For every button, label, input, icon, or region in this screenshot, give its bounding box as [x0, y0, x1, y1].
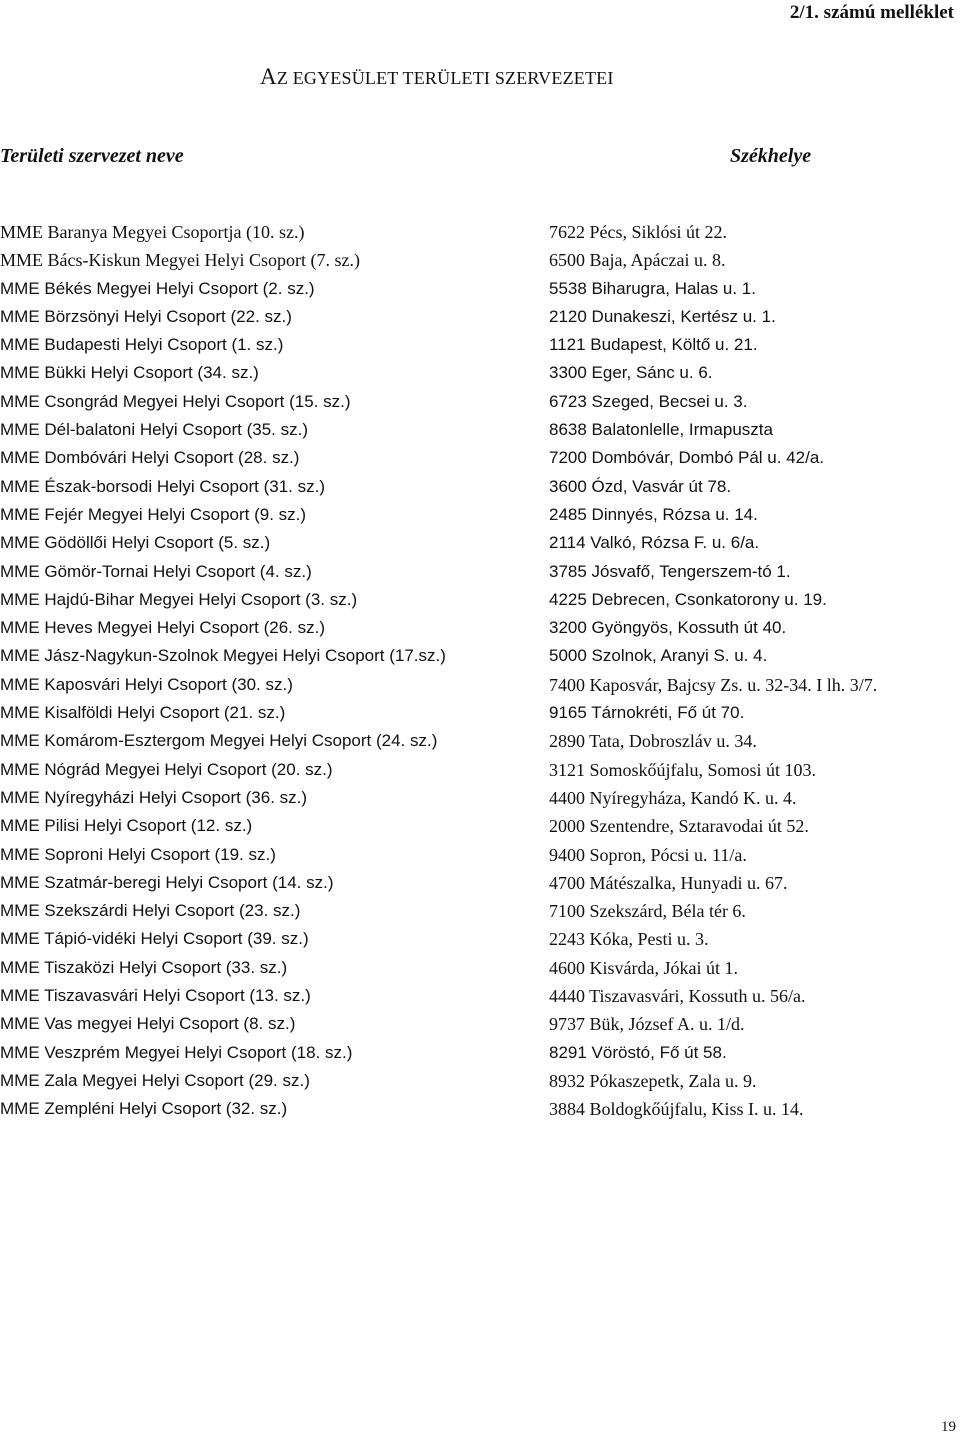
organization-name: MME Gödöllői Helyi Csoport (5. sz.)	[0, 533, 271, 553]
list-item	[0, 699, 960, 727]
list-item	[0, 501, 960, 529]
organization-name: MME Tiszaközi Helyi Csoport (33. sz.)	[0, 957, 288, 977]
organization-list	[0, 218, 960, 1124]
organization-name: MME Budapesti Helyi Csoport (1. sz.)	[0, 335, 284, 355]
list-item	[0, 614, 960, 642]
title-rest: Z EGYESÜLET TERÜLETI SZERVEZETEI	[276, 68, 614, 88]
organization-name: MME Heves Megyei Helyi Csoport (26. sz.)	[0, 618, 325, 638]
list-item	[0, 1067, 960, 1095]
organization-address: 5000 Szolnok, Aranyi S. u. 4.	[549, 646, 768, 666]
organization-address: 1121 Budapest, Költő u. 21.	[549, 335, 758, 355]
list-item	[0, 558, 960, 586]
list-item	[0, 1010, 960, 1038]
organization-address: 8932 Pókaszepetk, Zala u. 9.	[549, 1070, 757, 1091]
organization-address: 3884 Boldogkőújfalu, Kiss I. u. 14.	[549, 1099, 804, 1120]
organization-name: MME Szatmár-beregi Helyi Csoport (14. sz.)	[0, 872, 334, 892]
organization-address: 3200 Gyöngyös, Kossuth út 40.	[549, 618, 787, 638]
organization-address: 3300 Eger, Sánc u. 6.	[549, 363, 713, 383]
organization-name: MME Baranya Megyei Csoportja (10. sz.)	[0, 222, 305, 242]
list-item	[0, 529, 960, 557]
list-item	[0, 586, 960, 614]
list-item	[0, 246, 960, 274]
organization-name: MME Dombóvári Helyi Csoport (28. sz.)	[0, 448, 300, 468]
organization-address: 8638 Balatonlelle, Irmapuszta	[549, 420, 773, 440]
list-item	[0, 642, 960, 670]
organization-name: MME Nógrád Megyei Helyi Csoport (20. sz.)	[0, 759, 333, 779]
list-item	[0, 388, 960, 416]
organization-address: 2485 Dinnyés, Rózsa u. 14.	[549, 504, 758, 524]
organization-address: 4600 Kisvárda, Jókai út 1.	[549, 957, 738, 978]
annex-label: 2/1. számú melléklet	[789, 2, 954, 23]
organization-address: 3785 Jósvafő, Tengerszem-tó 1.	[549, 561, 791, 581]
organization-address: 6723 Szeged, Becsei u. 3.	[549, 391, 748, 411]
organization-name: MME Kaposvári Helyi Csoport (30. sz.)	[0, 674, 293, 694]
list-item	[0, 756, 960, 784]
organization-address: 7622 Pécs, Siklósi út 22.	[549, 222, 728, 242]
column-header-name: Területi szervezet neve	[0, 145, 184, 167]
list-item	[0, 218, 960, 246]
organization-address: 5538 Biharugra, Halas u. 1.	[549, 278, 756, 298]
organization-address: 9737 Bük, József A. u. 1/d.	[549, 1014, 745, 1035]
organization-address: 6500 Baja, Apáczai u. 8.	[549, 250, 726, 271]
organization-name: MME Tiszavasvári Helyi Csoport (13. sz.)	[0, 986, 311, 1006]
organization-name: MME Soproni Helyi Csoport (19. sz.)	[0, 844, 276, 864]
document-title	[260, 64, 614, 90]
organization-address: 3121 Somoskőújfalu, Somosi út 103.	[549, 759, 817, 780]
organization-address: 2000 Szentendre, Sztaravodai út 52.	[549, 816, 809, 837]
list-item	[0, 671, 960, 699]
organization-name: MME Tápió-vidéki Helyi Csoport (39. sz.)	[0, 929, 309, 949]
organization-address: 7200 Dombóvár, Dombó Pál u. 42/a.	[549, 448, 824, 468]
organization-address: 9165 Tárnokréti, Fő út 70.	[549, 703, 745, 723]
list-item	[0, 841, 960, 869]
organization-address: 3600 Ózd, Vasvár út 78.	[549, 476, 732, 496]
organization-name: MME Jász-Nagykun-Szolnok Megyei Helyi Csoport (17.sz.)	[0, 646, 446, 666]
organization-name: MME Kisalföldi Helyi Csoport (21. sz.)	[0, 703, 286, 723]
list-item	[0, 982, 960, 1010]
organization-address: 2120 Dunakeszi, Kertész u. 1.	[549, 306, 776, 326]
list-item	[0, 359, 960, 387]
list-item	[0, 925, 960, 953]
organization-name: MME Csongrád Megyei Helyi Csoport (15. sz.)	[0, 391, 351, 411]
organization-address: 4700 Mátészalka, Hunyadi u. 67.	[549, 872, 788, 893]
organization-name: MME Dél-balatoni Helyi Csoport (35. sz.)	[0, 420, 308, 440]
organization-name: MME Gömör-Tornai Helyi Csoport (4. sz.)	[0, 561, 312, 581]
title-initial: A	[260, 64, 277, 89]
list-item	[0, 869, 960, 897]
list-item	[0, 275, 960, 303]
organization-name: MME Nyíregyházi Helyi Csoport (36. sz.)	[0, 787, 308, 807]
organization-name: MME Békés Megyei Helyi Csoport (2. sz.)	[0, 278, 315, 298]
column-header-seat: Székhelye	[730, 145, 812, 167]
list-item	[0, 954, 960, 982]
list-item	[0, 784, 960, 812]
list-item	[0, 331, 960, 359]
organization-name: MME Hajdú-Bihar Megyei Helyi Csoport (3. sz.)	[0, 589, 358, 609]
list-item	[0, 444, 960, 472]
organization-name: MME Komárom-Esztergom Megyei Helyi Csoport (24. sz.)	[0, 731, 438, 751]
list-item	[0, 897, 960, 925]
organization-name: MME Zala Megyei Helyi Csoport (29. sz.)	[0, 1070, 310, 1090]
organization-address: 7100 Szekszárd, Béla tér 6.	[549, 901, 746, 922]
organization-name: MME Zempléni Helyi Csoport (32. sz.)	[0, 1099, 288, 1119]
list-item	[0, 727, 960, 755]
organization-name: MME Veszprém Megyei Helyi Csoport (18. sz.)	[0, 1042, 353, 1062]
organization-name: MME Szekszárdi Helyi Csoport (23. sz.)	[0, 901, 301, 921]
organization-address: 8291 Vöröstó, Fő út 58.	[549, 1042, 727, 1062]
organization-address: 2243 Kóka, Pesti u. 3.	[549, 929, 709, 950]
list-item	[0, 473, 960, 501]
organization-name: MME Vas megyei Helyi Csoport (8. sz.)	[0, 1014, 296, 1034]
list-item	[0, 303, 960, 331]
organization-address: 2114 Valkó, Rózsa F. u. 6/a.	[549, 533, 760, 553]
organization-address: 4440 Tiszavasvári, Kossuth u. 56/a.	[549, 986, 806, 1007]
list-item	[0, 1039, 960, 1067]
organization-name: MME Pilisi Helyi Csoport (12. sz.)	[0, 816, 253, 836]
organization-name: MME Bükki Helyi Csoport (34. sz.)	[0, 363, 259, 383]
organization-name: MME Börzsönyi Helyi Csoport (22. sz.)	[0, 306, 292, 326]
page-number: 19	[941, 1419, 956, 1435]
list-item	[0, 812, 960, 840]
organization-name: MME Észak-borsodi Helyi Csoport (31. sz.)	[0, 476, 325, 496]
organization-address: 4225 Debrecen, Csonkatorony u. 19.	[549, 589, 827, 609]
organization-address: 7400 Kaposvár, Bajcsy Zs. u. 32-34. I lh. 3/7.	[549, 674, 878, 695]
organization-name: MME Bács-Kiskun Megyei Helyi Csoport (7. sz.)	[0, 250, 360, 271]
organization-address: 9400 Sopron, Pócsi u. 11/a.	[549, 844, 747, 865]
organization-name: MME Fejér Megyei Helyi Csoport (9. sz.)	[0, 504, 307, 524]
organization-address: 2890 Tata, Dobroszláv u. 34.	[549, 731, 757, 752]
list-item	[0, 416, 960, 444]
list-item	[0, 1095, 960, 1123]
organization-address: 4400 Nyíregyháza, Kandó K. u. 4.	[549, 787, 797, 808]
